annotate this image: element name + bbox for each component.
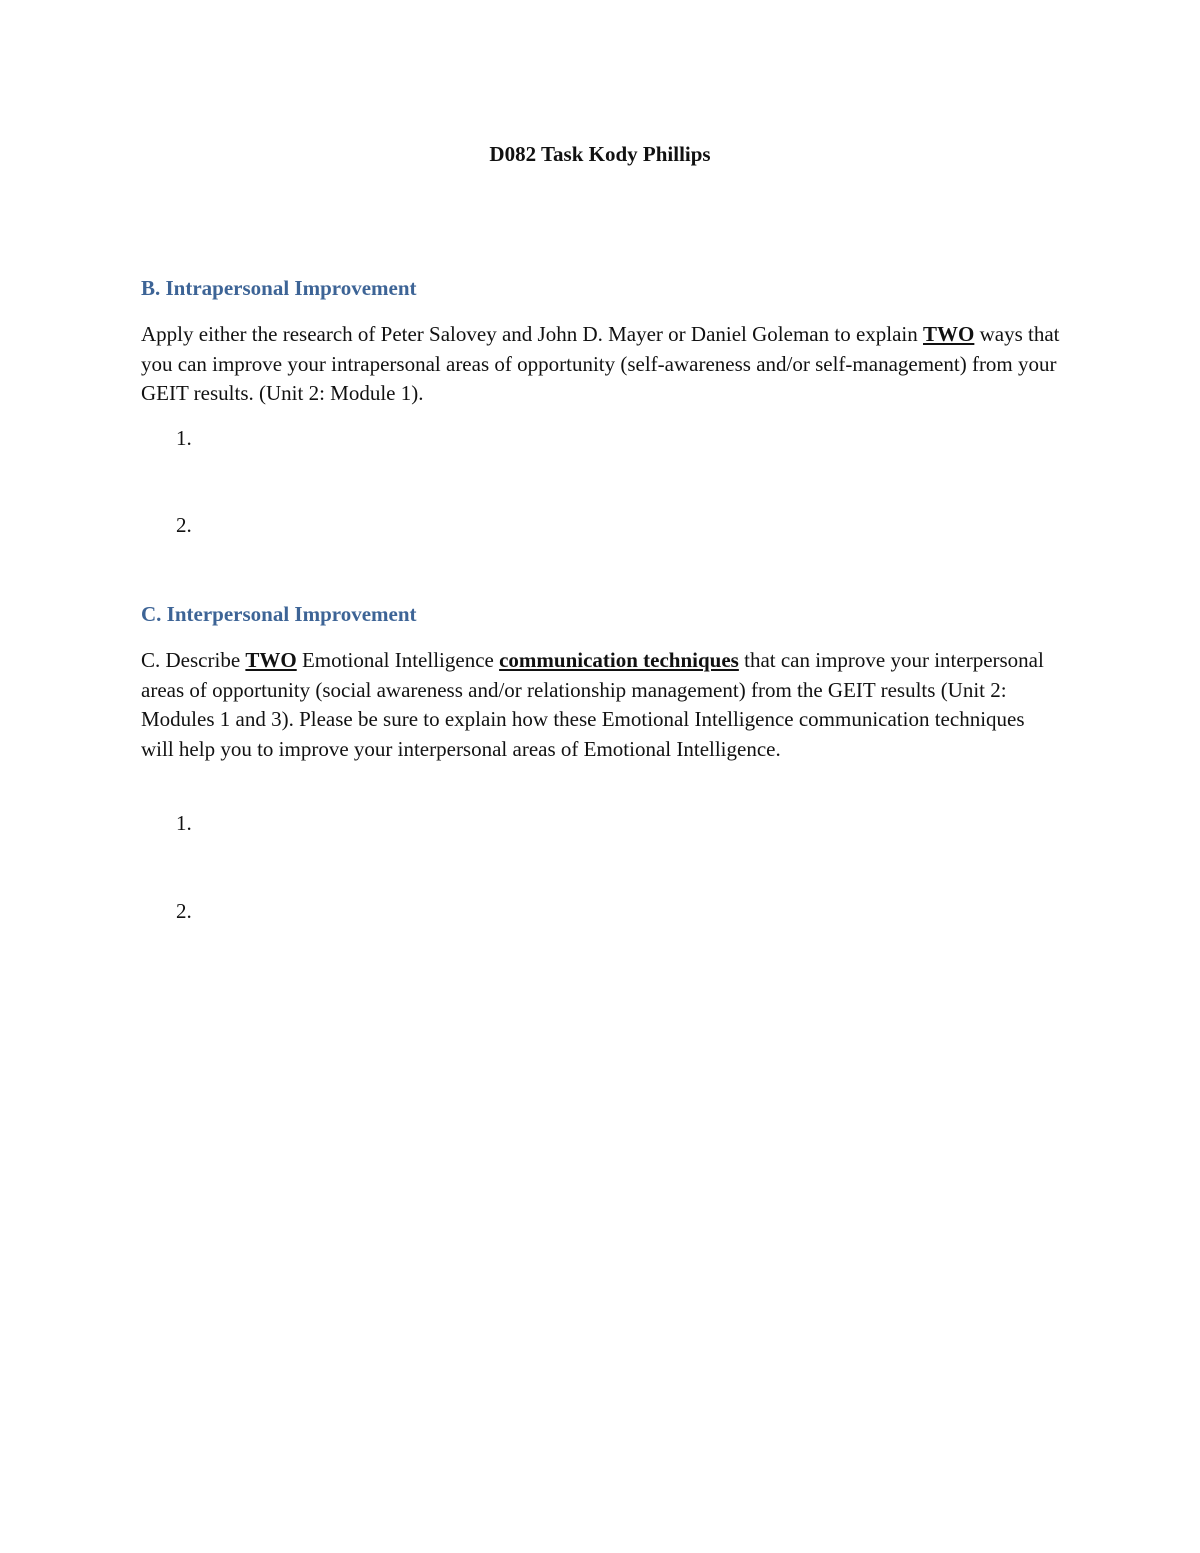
section-c-list-item-1: 1. [176, 811, 192, 835]
section-c-text-2: Emotional Intelligence [296, 648, 500, 672]
section-b-paragraph [141, 320, 1061, 409]
section-c-list-item-2: 2. [176, 899, 192, 923]
section-c-emphasis-techniques: communication techniques [499, 648, 739, 672]
section-c-paragraph [141, 646, 1061, 764]
section-c-text-1: C. Describe [141, 648, 246, 672]
section-b-list-item-2: 2. [176, 513, 192, 537]
document-title: D082 Task Kody Phillips [489, 142, 711, 166]
section-c-emphasis-two: TWO [245, 648, 297, 672]
section-c-heading: C. Interpersonal Improvement [141, 602, 417, 626]
section-b-text-1: Apply either the research of Peter Salovey and John D. Mayer or Daniel Goleman to explain [141, 322, 924, 346]
section-b-text-2: ways that you can improve your intrapersonal areas of opportunity (self-awareness and/or self-management) from your GEIT results. (Unit 2: Module 1). [141, 322, 1060, 405]
section-b-heading: B. Intrapersonal Improvement [141, 276, 417, 300]
section-b-emphasis-two: TWO [923, 322, 975, 346]
section-b-list-item-1: 1. [176, 426, 192, 450]
section-c-text-3: that can improve your interpersonal areas of opportunity (social awareness and/or relationship management) from the GEIT results (Unit 2: Modules 1 and 3). Please be sure to explain how these Emotional Intelligence communication techniques will help you to improve your interpersonal areas of Emotional Intelligence. [141, 648, 1044, 761]
